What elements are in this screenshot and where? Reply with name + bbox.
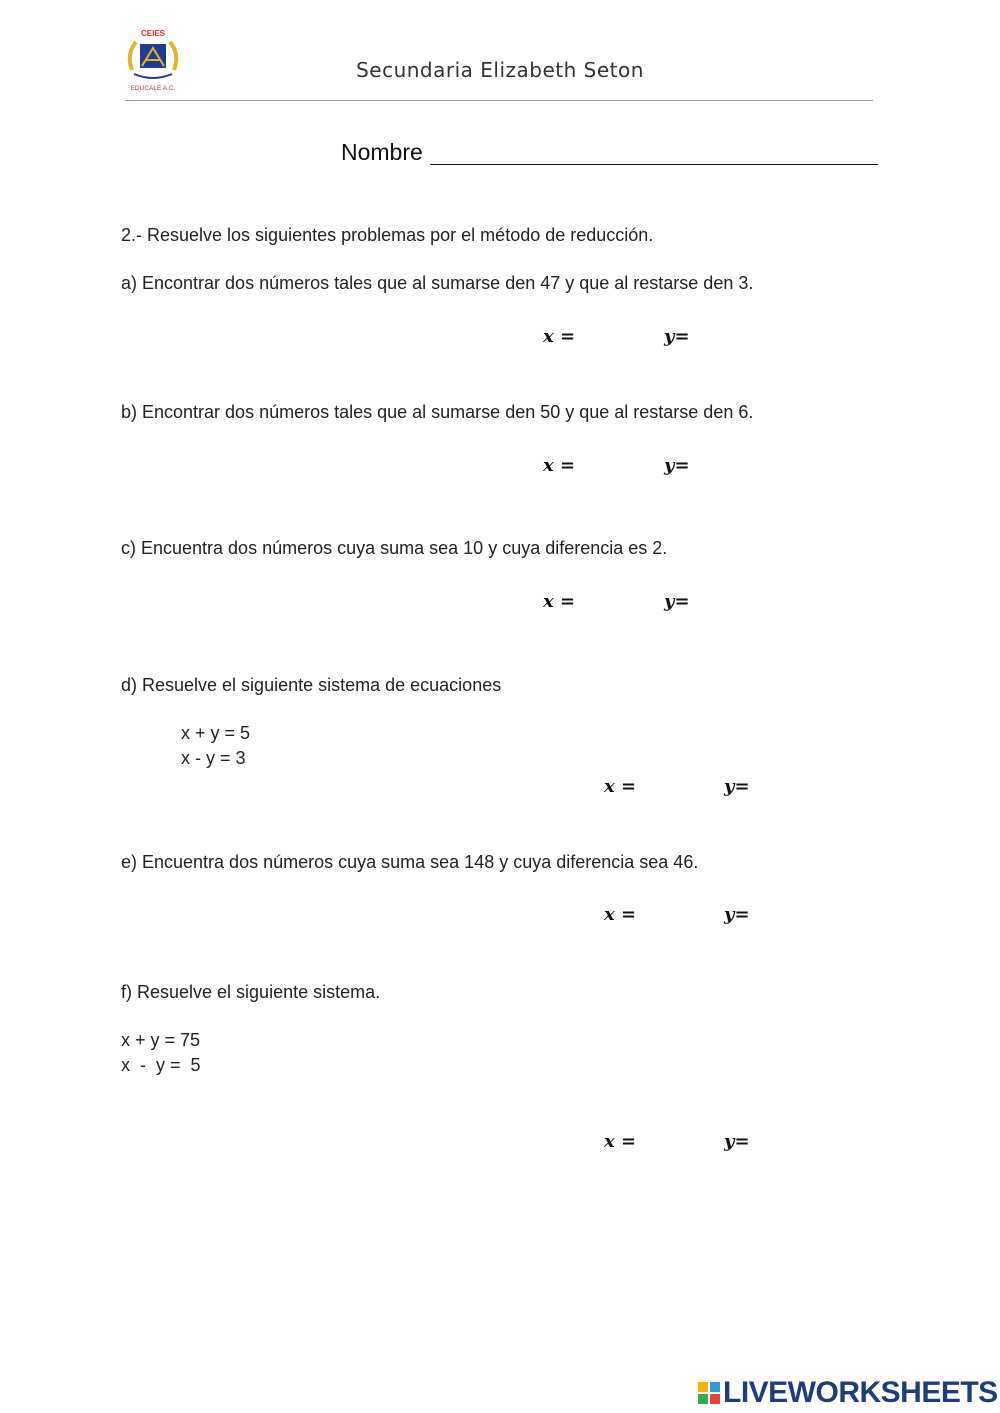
problem-a-y-input[interactable] bbox=[690, 324, 770, 348]
problem-e-y-label: y= bbox=[724, 904, 750, 925]
problem-f-text: f) Resuelve el siguiente sistema. bbox=[121, 982, 381, 1002]
problem-d-y-input[interactable] bbox=[750, 774, 830, 798]
problem-f-x-input[interactable] bbox=[637, 1129, 717, 1153]
problem-e-text: e) Encuentra dos números cuya suma sea 148 y cuya diferencia sea 46. bbox=[121, 852, 699, 872]
problem-c-y-input[interactable] bbox=[690, 589, 770, 613]
problem-d-x-label: x = bbox=[604, 776, 637, 797]
instructions: 2.- Resuelve los siguientes problemas por el método de reducción. bbox=[121, 225, 654, 245]
problem-d-y-label: y= bbox=[724, 776, 750, 797]
school-name: Secundaria Elizabeth Seton bbox=[356, 58, 644, 82]
liveworksheets-icon bbox=[697, 1381, 721, 1405]
problem-c-text: c) Encuentra dos números cuya suma sea 10 y cuya diferencia es 2. bbox=[121, 538, 668, 558]
problem-c-x-input[interactable] bbox=[576, 589, 656, 613]
problem-a-text: a) Encontrar dos números tales que al sumarse den 47 y que al restarse den 3. bbox=[121, 273, 754, 293]
problem-f-equation-2: x - y = 5 bbox=[121, 1055, 201, 1075]
problem-f-x-label: x = bbox=[604, 1131, 637, 1152]
brand-text: LIVEWORKSHEETS bbox=[723, 1376, 998, 1409]
problem-e-x-label: x = bbox=[604, 904, 637, 925]
name-input[interactable] bbox=[430, 140, 878, 165]
problem-a-x-label: x = bbox=[543, 326, 576, 347]
problem-f-y-label: y= bbox=[724, 1131, 750, 1152]
liveworksheets-brand bbox=[697, 1375, 998, 1411]
problem-b-x-label: x = bbox=[543, 455, 576, 476]
problem-c-y-label: y= bbox=[664, 591, 690, 612]
problem-a-x-input[interactable] bbox=[576, 324, 656, 348]
school-logo bbox=[122, 24, 184, 100]
problem-d-x-input[interactable] bbox=[637, 774, 717, 798]
logo-text: CEIES bbox=[140, 29, 166, 38]
problem-e-y-input[interactable] bbox=[750, 902, 830, 926]
problem-a-y-label: y= bbox=[664, 326, 690, 347]
logo-subtext: EDUCALE A.C. bbox=[130, 85, 176, 92]
problem-b-y-label: y= bbox=[664, 455, 690, 476]
problem-d-equation-1: x + y = 5 bbox=[181, 723, 251, 743]
problem-d-text: d) Resuelve el siguiente sistema de ecuaciones bbox=[121, 675, 502, 695]
problem-b-x-input[interactable] bbox=[576, 453, 656, 477]
problem-c-x-label: x = bbox=[543, 591, 576, 612]
problem-b-y-input[interactable] bbox=[690, 453, 770, 477]
header-divider bbox=[125, 100, 873, 101]
problem-f-y-input[interactable] bbox=[750, 1129, 830, 1153]
problem-f-equation-1: x + y = 75 bbox=[121, 1030, 201, 1050]
name-label: Nombre bbox=[341, 139, 423, 165]
problem-d-equation-2: x - y = 3 bbox=[181, 748, 246, 768]
problem-e-x-input[interactable] bbox=[637, 902, 717, 926]
problem-b-text: b) Encontrar dos números tales que al sumarse den 50 y que al restarse den 6. bbox=[121, 402, 754, 422]
